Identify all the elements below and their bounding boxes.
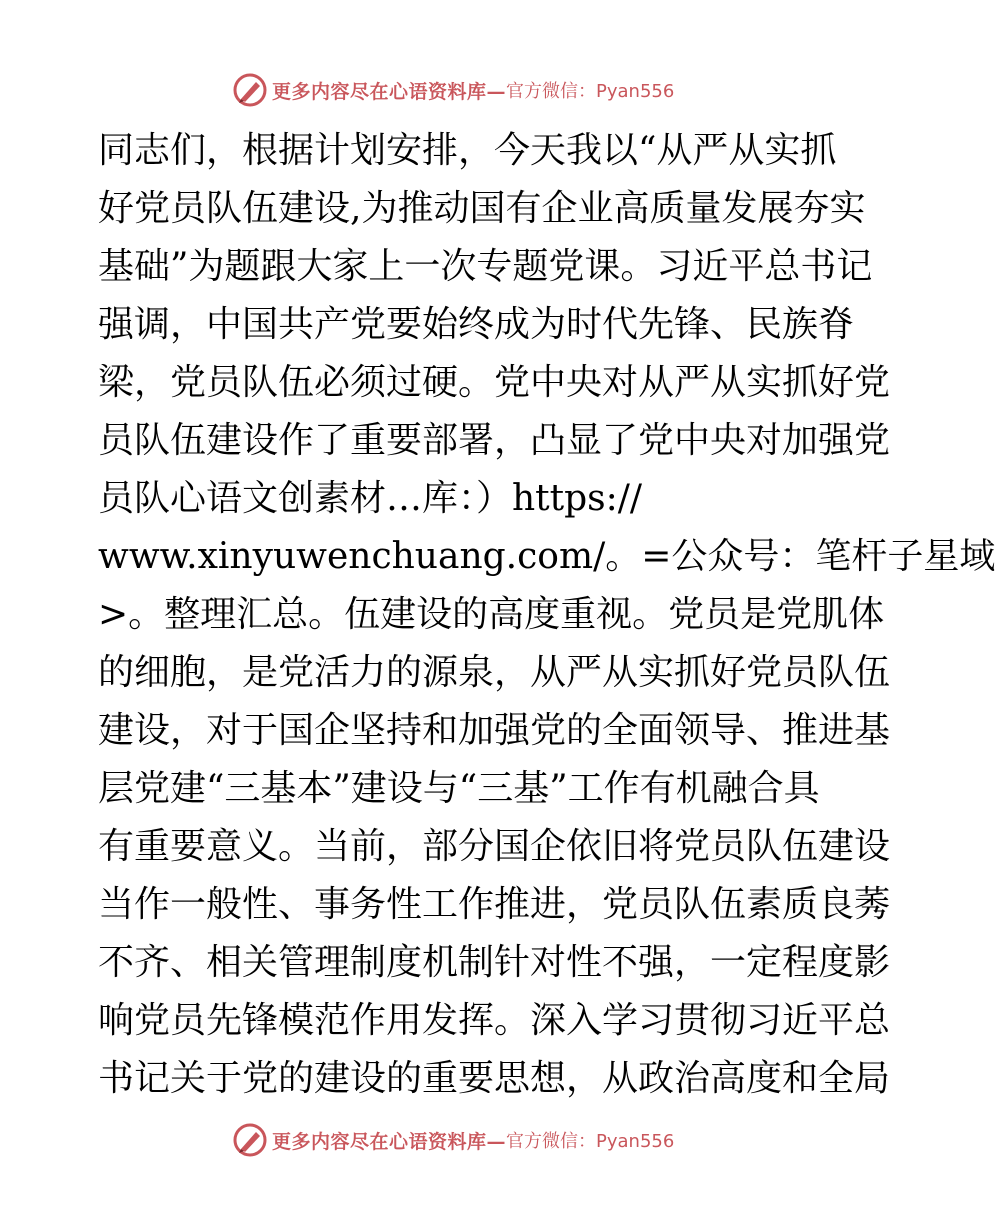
- body-line: 的细胞，是党活力的源泉，从严从实抓好党员队伍: [98, 652, 891, 693]
- body-line: 书记关于党的建设的重要思想，从政治高度和全局: [98, 1058, 891, 1099]
- body-line: 基础”为题跟大家上一次专题党课。习近平总书记: [98, 246, 873, 287]
- document-body: [98, 122, 995, 1108]
- body-line: 有重要意义。当前，部分国企依旧将党员队伍建设: [98, 826, 891, 867]
- pen-logo-icon: [232, 1122, 268, 1158]
- body-line: 梁，党员队伍必须过硬。党中央对从严从实抓好党: [98, 362, 891, 403]
- header-brand-text: 更多内容尽在心语资料库—: [272, 80, 507, 103]
- body-line: 好党员队伍建设,为推动国有企业高质量发展夯实: [98, 188, 866, 229]
- header-banner: [232, 72, 674, 108]
- body-line: >。整理汇总。伍建设的高度重视。党员是党肌体: [98, 594, 885, 635]
- footer-brand-text: 更多内容尽在心语资料库—: [272, 1130, 507, 1153]
- body-line: 不齐、相关管理制度机制针对性不强，一定程度影: [98, 942, 891, 983]
- body-line: 层党建“三基本”建设与“三基”工作有机融合具: [98, 768, 820, 809]
- body-line: 当作一般性、事务性工作推进，党员队伍素质良莠: [98, 884, 891, 925]
- pen-logo-icon: [232, 72, 268, 108]
- body-line: 员队伍建设作了重要部署，凸显了党中央对加强党: [98, 420, 891, 461]
- body-line: 同志们，根据计划安排，今天我以“从严从实抓: [98, 130, 837, 171]
- header-contact-text: 官方微信：Pyan556: [506, 81, 675, 102]
- body-line: 员队心语文创素材…库：）https://: [98, 478, 643, 519]
- body-line: www.xinyuwenchuang.com/。=公众号：笔杆子星域: [98, 536, 995, 577]
- footer-contact-text: 官方微信：Pyan556: [506, 1131, 675, 1152]
- body-line: 强调，中国共产党要始终成为时代先锋、民族脊: [98, 304, 855, 345]
- footer-banner: [232, 1122, 674, 1158]
- body-line: 响党员先锋模范作用发挥。深入学习贯彻习近平总: [98, 1000, 891, 1041]
- body-line: 建设，对于国企坚持和加强党的全面领导、推进基: [98, 710, 891, 751]
